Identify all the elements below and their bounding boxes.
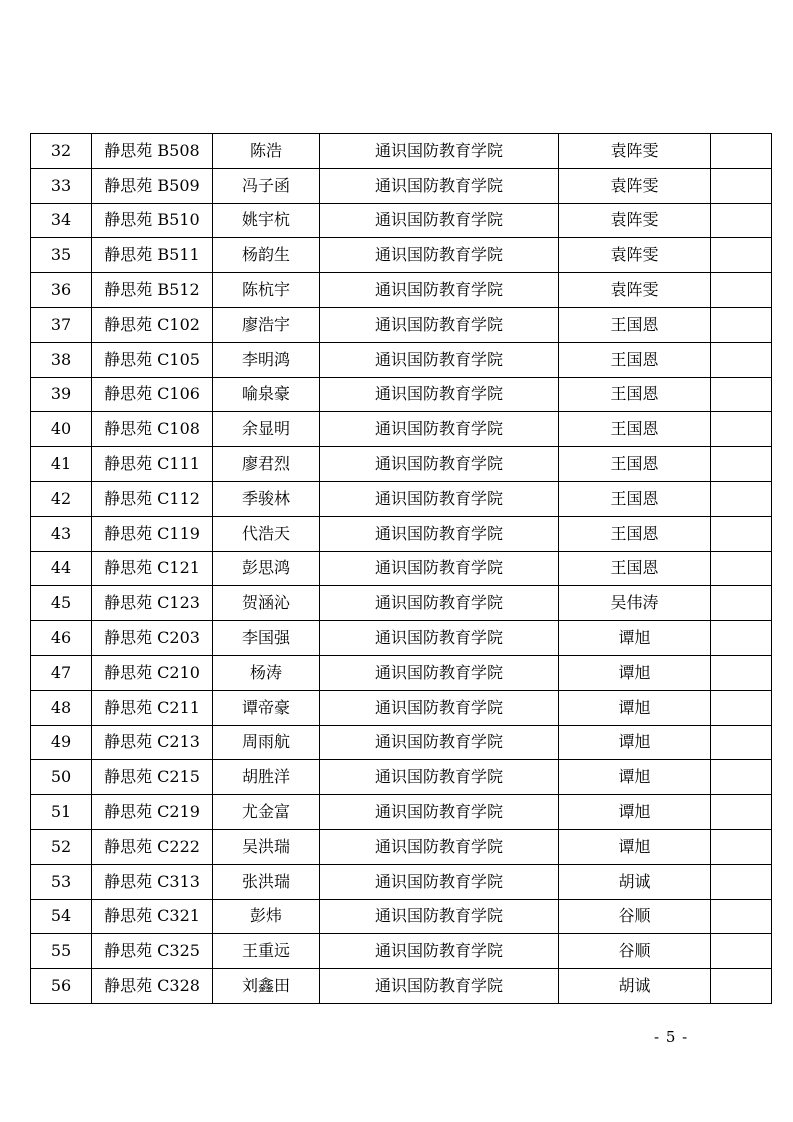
student-name-cell: 喻泉豪 — [213, 377, 320, 412]
room-cell: 静思苑 C215 — [92, 760, 213, 795]
counselor-cell: 王国恩 — [559, 342, 711, 377]
remarks-cell — [711, 621, 772, 656]
counselor-cell: 谭旭 — [559, 795, 711, 830]
row-number-cell: 55 — [31, 934, 92, 969]
room-cell: 静思苑 C121 — [92, 551, 213, 586]
remarks-cell — [711, 516, 772, 551]
college-cell: 通识国防教育学院 — [320, 307, 559, 342]
table-row — [31, 760, 772, 795]
student-name-cell: 王重远 — [213, 934, 320, 969]
student-name-cell: 张洪瑞 — [213, 864, 320, 899]
page-number: - 5 - — [654, 1028, 689, 1046]
table-row — [31, 621, 772, 656]
row-number-cell: 40 — [31, 412, 92, 447]
table-row — [31, 516, 772, 551]
table-row — [31, 586, 772, 621]
row-number-cell: 48 — [31, 690, 92, 725]
remarks-cell — [711, 864, 772, 899]
remarks-cell — [711, 447, 772, 482]
college-cell: 通识国防教育学院 — [320, 342, 559, 377]
college-cell: 通识国防教育学院 — [320, 655, 559, 690]
remarks-cell — [711, 899, 772, 934]
table-row — [31, 969, 772, 1004]
room-cell: 静思苑 C328 — [92, 969, 213, 1004]
row-number-cell: 45 — [31, 586, 92, 621]
remarks-cell — [711, 377, 772, 412]
row-number-cell: 52 — [31, 829, 92, 864]
counselor-cell: 谭旭 — [559, 621, 711, 656]
counselor-cell: 吴伟涛 — [559, 586, 711, 621]
table-row — [31, 899, 772, 934]
room-cell: 静思苑 B509 — [92, 168, 213, 203]
table-row — [31, 725, 772, 760]
counselor-cell: 袁阵雯 — [559, 134, 711, 169]
student-name-cell: 李明鸿 — [213, 342, 320, 377]
remarks-cell — [711, 760, 772, 795]
student-name-cell: 胡胜洋 — [213, 760, 320, 795]
row-number-cell: 37 — [31, 307, 92, 342]
college-cell: 通识国防教育学院 — [320, 899, 559, 934]
table-row — [31, 238, 772, 273]
room-cell: 静思苑 C123 — [92, 586, 213, 621]
student-name-cell: 彭思鸿 — [213, 551, 320, 586]
row-number-cell: 54 — [31, 899, 92, 934]
student-name-cell: 陈杭宇 — [213, 273, 320, 308]
remarks-cell — [711, 655, 772, 690]
counselor-cell: 王国恩 — [559, 307, 711, 342]
remarks-cell — [711, 551, 772, 586]
student-name-cell: 代浩天 — [213, 516, 320, 551]
counselor-cell: 谭旭 — [559, 655, 711, 690]
room-cell: 静思苑 C105 — [92, 342, 213, 377]
room-cell: 静思苑 C106 — [92, 377, 213, 412]
table-row — [31, 481, 772, 516]
row-number-cell: 36 — [31, 273, 92, 308]
counselor-cell: 袁阵雯 — [559, 238, 711, 273]
row-number-cell: 56 — [31, 969, 92, 1004]
student-name-cell: 季骏林 — [213, 481, 320, 516]
college-cell: 通识国防教育学院 — [320, 934, 559, 969]
row-number-cell: 46 — [31, 621, 92, 656]
table-row — [31, 934, 772, 969]
student-name-cell: 周雨航 — [213, 725, 320, 760]
student-name-cell: 余显明 — [213, 412, 320, 447]
counselor-cell: 胡诚 — [559, 969, 711, 1004]
room-cell: 静思苑 C210 — [92, 655, 213, 690]
room-cell: 静思苑 C203 — [92, 621, 213, 656]
college-cell: 通识国防教育学院 — [320, 586, 559, 621]
remarks-cell — [711, 168, 772, 203]
table-row — [31, 829, 772, 864]
room-cell: 静思苑 C213 — [92, 725, 213, 760]
student-name-cell: 杨韵生 — [213, 238, 320, 273]
remarks-cell — [711, 586, 772, 621]
counselor-cell: 谭旭 — [559, 760, 711, 795]
room-cell: 静思苑 C313 — [92, 864, 213, 899]
room-cell: 静思苑 C119 — [92, 516, 213, 551]
college-cell: 通识国防教育学院 — [320, 829, 559, 864]
college-cell: 通识国防教育学院 — [320, 377, 559, 412]
student-name-cell: 谭帝豪 — [213, 690, 320, 725]
counselor-cell: 谭旭 — [559, 690, 711, 725]
row-number-cell: 38 — [31, 342, 92, 377]
row-number-cell: 47 — [31, 655, 92, 690]
room-cell: 静思苑 C102 — [92, 307, 213, 342]
college-cell: 通识国防教育学院 — [320, 760, 559, 795]
table-row — [31, 377, 772, 412]
college-cell: 通识国防教育学院 — [320, 621, 559, 656]
row-number-cell: 34 — [31, 203, 92, 238]
remarks-cell — [711, 690, 772, 725]
remarks-cell — [711, 481, 772, 516]
college-cell: 通识国防教育学院 — [320, 238, 559, 273]
row-number-cell: 35 — [31, 238, 92, 273]
room-cell: 静思苑 C222 — [92, 829, 213, 864]
room-cell: 静思苑 C211 — [92, 690, 213, 725]
counselor-cell: 袁阵雯 — [559, 273, 711, 308]
table-row — [31, 795, 772, 830]
counselor-cell: 王国恩 — [559, 481, 711, 516]
remarks-cell — [711, 203, 772, 238]
student-name-cell: 姚宇杭 — [213, 203, 320, 238]
student-name-cell: 尤金富 — [213, 795, 320, 830]
counselor-cell: 袁阵雯 — [559, 168, 711, 203]
counselor-cell: 胡诚 — [559, 864, 711, 899]
remarks-cell — [711, 238, 772, 273]
table-row — [31, 551, 772, 586]
college-cell: 通识国防教育学院 — [320, 273, 559, 308]
table-row — [31, 690, 772, 725]
row-number-cell: 33 — [31, 168, 92, 203]
room-cell: 静思苑 C111 — [92, 447, 213, 482]
college-cell: 通识国防教育学院 — [320, 481, 559, 516]
counselor-cell: 王国恩 — [559, 551, 711, 586]
college-cell: 通识国防教育学院 — [320, 690, 559, 725]
remarks-cell — [711, 307, 772, 342]
student-name-cell: 李国强 — [213, 621, 320, 656]
table-row — [31, 412, 772, 447]
table-row — [31, 203, 772, 238]
student-name-cell: 杨涛 — [213, 655, 320, 690]
counselor-cell: 王国恩 — [559, 377, 711, 412]
dormitory-table — [30, 133, 772, 1004]
row-number-cell: 49 — [31, 725, 92, 760]
remarks-cell — [711, 412, 772, 447]
college-cell: 通识国防教育学院 — [320, 516, 559, 551]
remarks-cell — [711, 795, 772, 830]
remarks-cell — [711, 725, 772, 760]
table-row — [31, 273, 772, 308]
row-number-cell: 53 — [31, 864, 92, 899]
row-number-cell: 50 — [31, 760, 92, 795]
row-number-cell: 51 — [31, 795, 92, 830]
table-row — [31, 307, 772, 342]
student-name-cell: 贺涵沁 — [213, 586, 320, 621]
college-cell: 通识国防教育学院 — [320, 447, 559, 482]
college-cell: 通识国防教育学院 — [320, 168, 559, 203]
college-cell: 通识国防教育学院 — [320, 551, 559, 586]
student-name-cell: 廖浩宇 — [213, 307, 320, 342]
college-cell: 通识国防教育学院 — [320, 795, 559, 830]
counselor-cell: 袁阵雯 — [559, 203, 711, 238]
table-row — [31, 342, 772, 377]
table-row — [31, 655, 772, 690]
remarks-cell — [711, 934, 772, 969]
college-cell: 通识国防教育学院 — [320, 203, 559, 238]
room-cell: 静思苑 C219 — [92, 795, 213, 830]
counselor-cell: 谭旭 — [559, 829, 711, 864]
room-cell: 静思苑 B512 — [92, 273, 213, 308]
student-name-cell: 廖君烈 — [213, 447, 320, 482]
table-row — [31, 447, 772, 482]
table-row — [31, 134, 772, 169]
table-row — [31, 864, 772, 899]
counselor-cell: 谭旭 — [559, 725, 711, 760]
counselor-cell: 王国恩 — [559, 447, 711, 482]
remarks-cell — [711, 969, 772, 1004]
table-body — [31, 134, 772, 1004]
student-name-cell: 彭炜 — [213, 899, 320, 934]
room-cell: 静思苑 C325 — [92, 934, 213, 969]
room-cell: 静思苑 C321 — [92, 899, 213, 934]
table-row — [31, 168, 772, 203]
college-cell: 通识国防教育学院 — [320, 969, 559, 1004]
counselor-cell: 王国恩 — [559, 516, 711, 551]
room-cell: 静思苑 B510 — [92, 203, 213, 238]
counselor-cell: 谷顺 — [559, 934, 711, 969]
remarks-cell — [711, 829, 772, 864]
row-number-cell: 41 — [31, 447, 92, 482]
remarks-cell — [711, 134, 772, 169]
row-number-cell: 43 — [31, 516, 92, 551]
student-name-cell: 吴洪瑞 — [213, 829, 320, 864]
college-cell: 通识国防教育学院 — [320, 725, 559, 760]
student-name-cell: 冯子函 — [213, 168, 320, 203]
remarks-cell — [711, 273, 772, 308]
student-name-cell: 陈浩 — [213, 134, 320, 169]
college-cell: 通识国防教育学院 — [320, 412, 559, 447]
room-cell: 静思苑 B508 — [92, 134, 213, 169]
row-number-cell: 39 — [31, 377, 92, 412]
row-number-cell: 42 — [31, 481, 92, 516]
student-name-cell: 刘鑫田 — [213, 969, 320, 1004]
counselor-cell: 王国恩 — [559, 412, 711, 447]
row-number-cell: 32 — [31, 134, 92, 169]
room-cell: 静思苑 C108 — [92, 412, 213, 447]
room-cell: 静思苑 C112 — [92, 481, 213, 516]
college-cell: 通识国防教育学院 — [320, 134, 559, 169]
row-number-cell: 44 — [31, 551, 92, 586]
room-cell: 静思苑 B511 — [92, 238, 213, 273]
college-cell: 通识国防教育学院 — [320, 864, 559, 899]
counselor-cell: 谷顺 — [559, 899, 711, 934]
remarks-cell — [711, 342, 772, 377]
